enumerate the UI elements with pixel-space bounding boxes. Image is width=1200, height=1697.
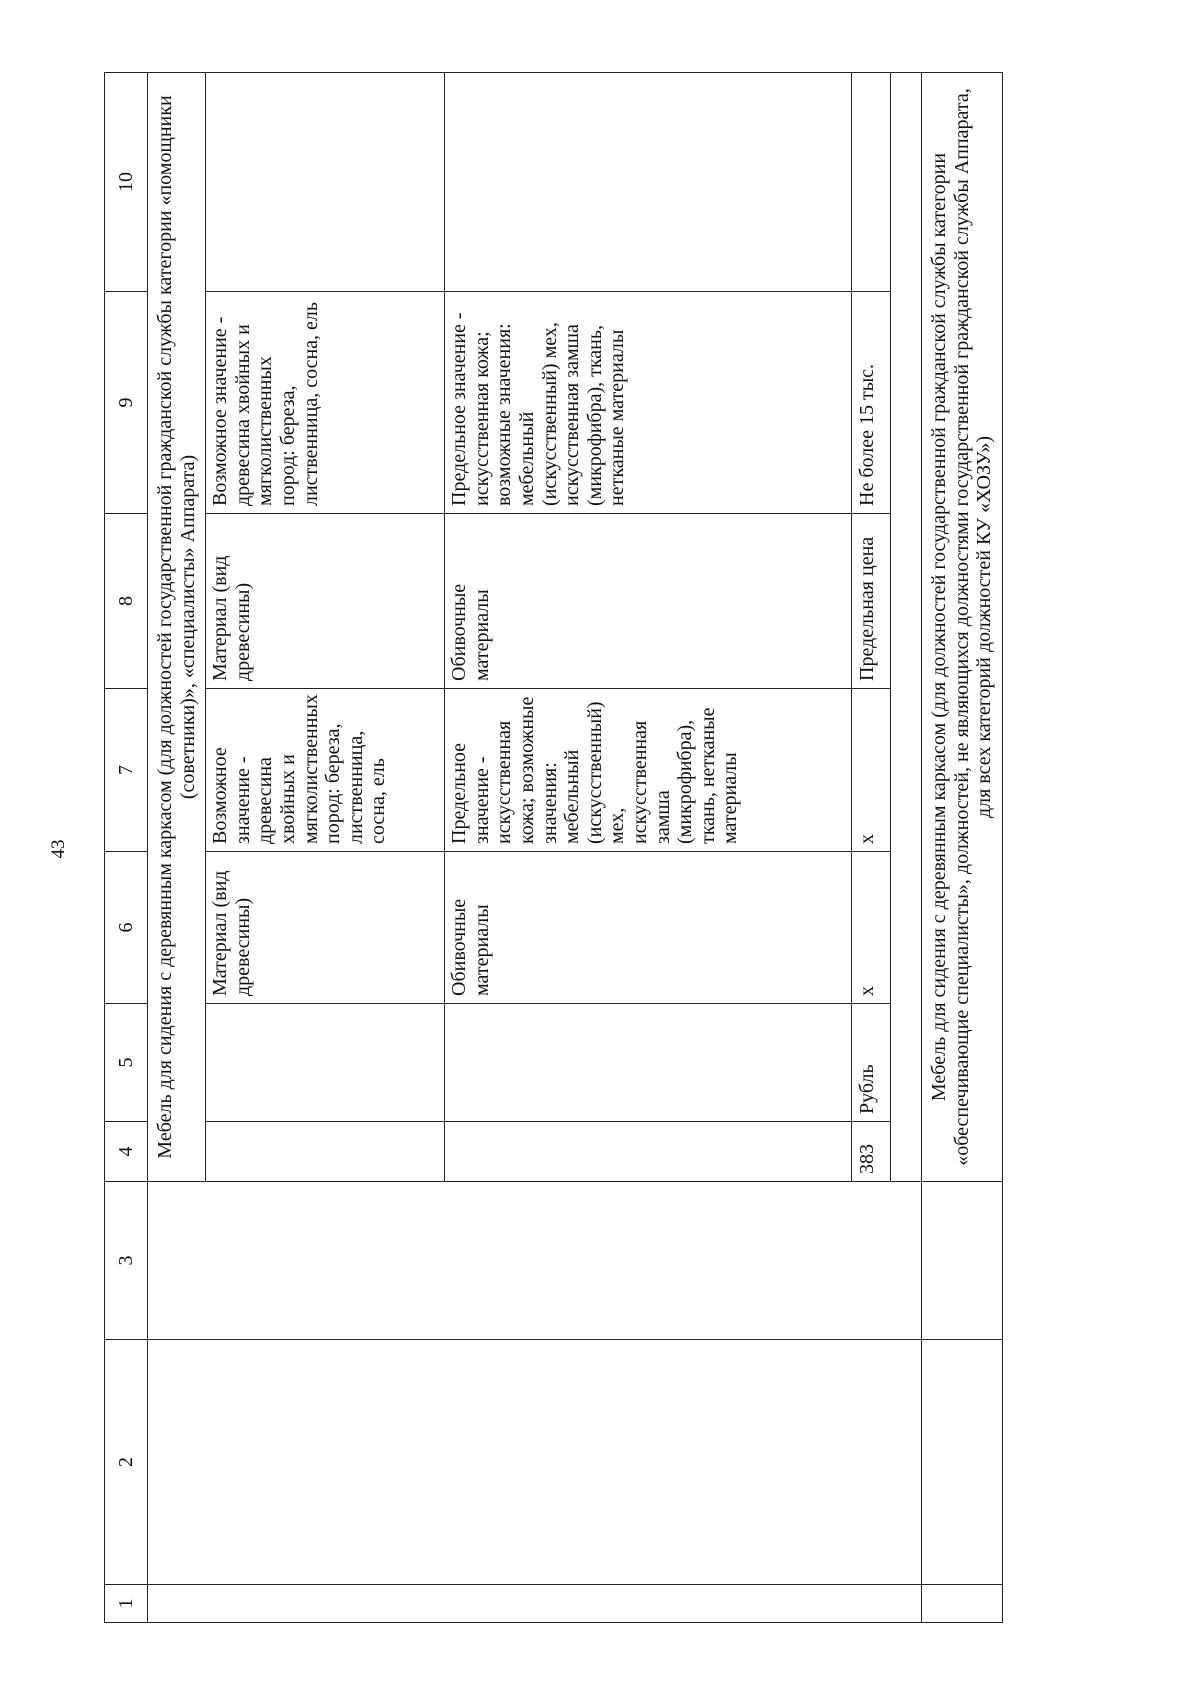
section-row xyxy=(148,73,206,1623)
next-section-row xyxy=(922,73,1003,1623)
cell-empty xyxy=(206,73,445,292)
cell-empty xyxy=(148,1182,922,1340)
cell-value: Не более 15 тыс. xyxy=(852,292,891,514)
column-number-5: 5 xyxy=(105,1004,148,1122)
cell-empty xyxy=(922,1340,1003,1585)
section-title: Мебель для сидения с деревянным каркасом (для должностей государственной гражданской службы категории «помощники (советники)», «специалисты» Аппарата) xyxy=(148,73,206,1182)
column-number-3: 3 xyxy=(105,1182,148,1340)
column-number-row xyxy=(105,73,148,1623)
next-section-title: Мебель для сидения с деревянным каркасом (для должностей государственной гражданской службы категории «обеспечивающие специалисты», должностей, не являющихся должностями государственной гражданской службы Аппарата, для всех категорий должностей КУ «ХОЗУ») xyxy=(922,73,1003,1182)
cell-value: Возможное значение - древесина хвойных и мягколиственных пород: береза, лиственница, сосна, ель xyxy=(206,689,445,852)
column-number-8: 8 xyxy=(105,514,148,689)
cell-empty xyxy=(148,1340,922,1585)
cell-x-mark: x xyxy=(852,852,891,1004)
cell-empty xyxy=(148,1585,922,1623)
cell-okei-code: 383 xyxy=(852,1122,891,1182)
cell-empty xyxy=(445,1004,852,1122)
cell-characteristic: Материал (вид древесины) xyxy=(206,514,445,689)
cell-value: Предельное значение - искусственная кожа; возможные значения: мебельный (искусственный) мех, искусственная замша (микрофибра), ткань, нетканые материалы xyxy=(445,292,852,514)
cell-characteristic: Обивочные материалы xyxy=(445,852,852,1004)
cell-empty xyxy=(206,1122,445,1182)
column-number-7: 7 xyxy=(105,689,148,852)
cell-value: Возможное значение - древесина хвойных и мягколиственных пород: береза, лиственница, сосна, ель xyxy=(206,292,445,514)
cell-characteristic: Материал (вид древесины) xyxy=(206,852,445,1004)
column-number-2: 2 xyxy=(105,1340,148,1585)
column-number-10: 10 xyxy=(105,73,148,292)
cell-empty xyxy=(445,1122,852,1182)
cell-empty xyxy=(852,73,891,292)
cell-unit: Рубль xyxy=(852,1004,891,1122)
characteristics-table xyxy=(104,72,1003,1623)
column-number-6: 6 xyxy=(105,852,148,1004)
cell-empty xyxy=(445,73,852,292)
cell-empty xyxy=(922,1182,1003,1340)
cell-empty xyxy=(922,1585,1003,1623)
cell-empty xyxy=(891,73,922,1182)
column-number-1: 1 xyxy=(105,1585,148,1623)
cell-characteristic: Предельная цена xyxy=(852,514,891,689)
cell-value: Предельное значение - искусственная кожа; возможные значения: мебельный (искусственный) мех, искусственная замша (микрофибра), ткань, нетканые материалы xyxy=(445,689,852,852)
rotated-page xyxy=(104,73,1089,1623)
cell-empty xyxy=(206,1004,445,1122)
cell-x-mark: x xyxy=(852,689,891,852)
column-number-4: 4 xyxy=(105,1122,148,1182)
cell-characteristic: Обивочные материалы xyxy=(445,514,852,689)
page-number: 43 xyxy=(48,839,69,859)
column-number-9: 9 xyxy=(105,292,148,514)
